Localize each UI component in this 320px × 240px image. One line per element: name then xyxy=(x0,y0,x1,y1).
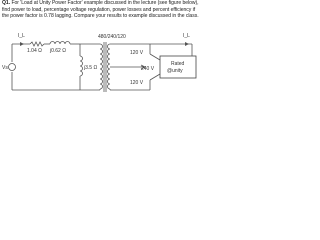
load-rated-label: Rated xyxy=(171,61,185,67)
transformer-ratio-label: 480/240/120 xyxy=(98,34,126,40)
load-voltage-label: 240 V xyxy=(141,66,155,72)
transformer-primary-coil xyxy=(100,44,103,89)
load-unity-label: @unity xyxy=(167,68,183,74)
source-label: Vs xyxy=(2,65,8,71)
primary-resistor xyxy=(30,42,44,46)
current-label-right: I_L xyxy=(183,33,190,39)
lower-winding-voltage: 120 V xyxy=(130,80,144,86)
question-number: Q1. xyxy=(2,0,11,6)
primary-resistance-label: 1.04 Ω xyxy=(27,48,42,54)
core-coil xyxy=(80,56,83,76)
source-symbol xyxy=(9,64,16,71)
primary-reactance-label: j0.62 Ω xyxy=(50,48,66,54)
question-body: For 'Load at Unity Power Factor' example discussed in the lecture (see figure below), find power to load, percentage voltage regulation, power losses and percent efficiency if the power factor is 0.78 lagging. Compare your results to example discussed in the class. xyxy=(2,0,199,20)
circuit-diagram xyxy=(0,0,200,96)
current-label-left: I_L xyxy=(18,33,25,39)
upper-winding-voltage: 120 V xyxy=(130,50,144,56)
current-arrow-left xyxy=(20,42,24,46)
primary-reactor xyxy=(50,42,70,45)
load-box xyxy=(160,56,196,78)
core-reactance-label: j3.5 Ω xyxy=(84,65,98,71)
transformer-secondary-coil xyxy=(108,44,111,89)
